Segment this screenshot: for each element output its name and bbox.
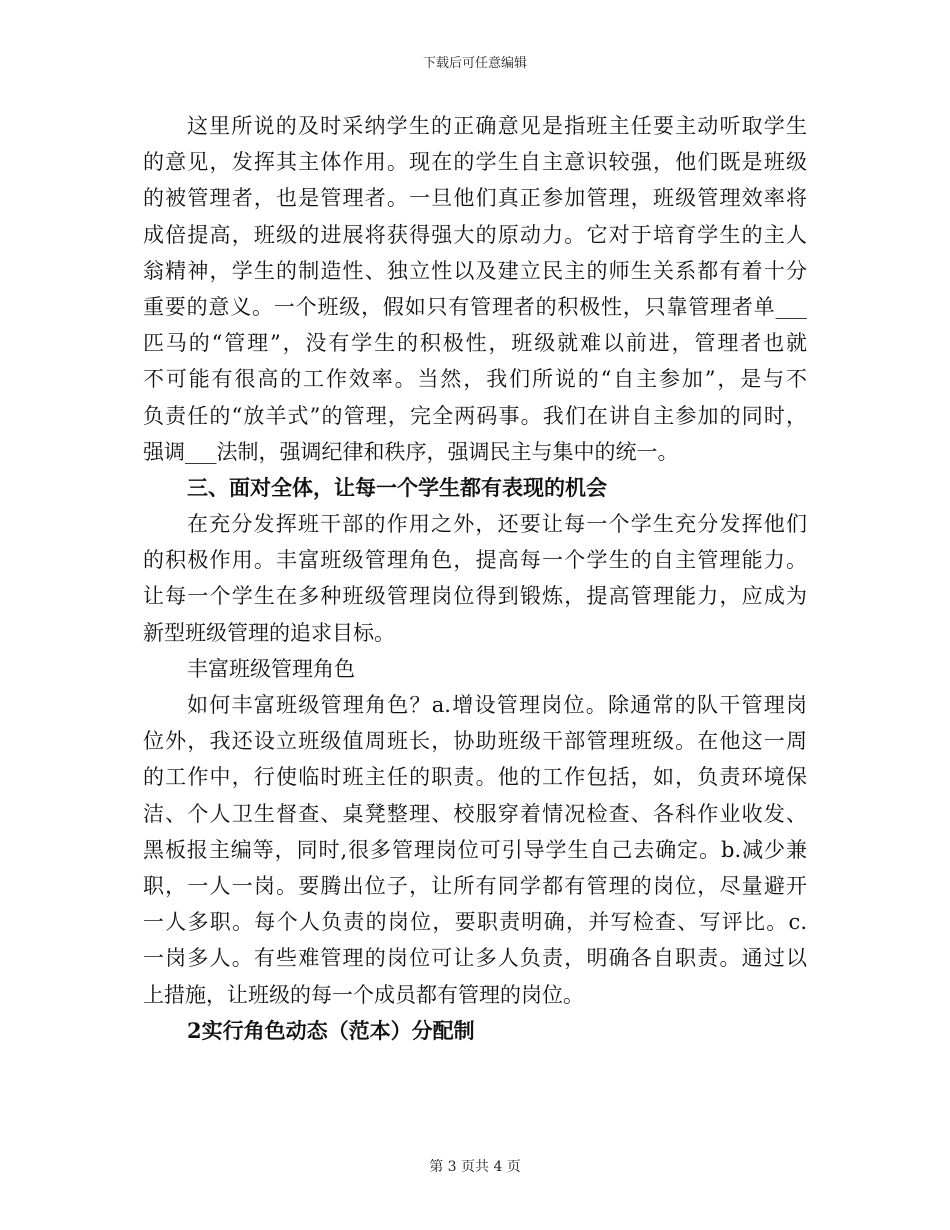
text-line: 的被管理者，也是管理者。一旦他们真正参加管理，班级管理效率将 <box>143 186 807 211</box>
text-line: 位外，我还设立班级值周班长，协助班级干部管理班级。在他这一周 <box>143 729 807 754</box>
text-line: 强调___法制，强调纪律和秩序，强调民主与集中的统一。 <box>143 439 679 464</box>
section-heading: 三、面对全体，让每一个学生都有表现的机会 <box>187 474 607 500</box>
page-footer: 第 3 页共 4 页 <box>429 1159 521 1175</box>
text-line: 一人多职。每个人负责的岗位，要职责明确，并写检查、写评比。c. <box>143 910 807 935</box>
text-line: 让每一个学生在多种班级管理岗位得到锻炼，提高管理能力，应成为 <box>143 584 807 609</box>
page-header: 下载后可任意编辑 <box>422 56 527 71</box>
text-line: 一岗多人。有些难管理的岗位可让多人负责，明确各自职责。通过以 <box>143 946 807 971</box>
text-line: 在充分发挥班干部的作用之外，还要让每一个学生充分发挥他们 <box>187 512 807 537</box>
document-body <box>143 108 807 1049</box>
text-line: 新型班级管理的追求目标。 <box>143 620 395 645</box>
section-heading: 2实行角色动态（范本）分配制 <box>187 1017 475 1043</box>
text-line: 不可能有很高的工作效率。当然，我们所说的“自主参加”，是与不 <box>143 367 807 392</box>
text-line: 如何丰富班级管理角色？a.增设管理岗位。除通常的队干管理岗 <box>187 693 807 717</box>
text-line: 丰富班级管理角色 <box>187 656 355 681</box>
text-line: 的工作中，行使临时班主任的职责。他的工作包括，如，负责环境保 <box>143 765 807 790</box>
text-line: 的意见，发挥其主体作用。现在的学生自主意识较强，他们既是班级 <box>143 150 807 175</box>
text-line: 这里所说的及时采纳学生的正确意见是指班主任要主动听取学生 <box>187 114 807 138</box>
text-line: 匹马的“管理”，没有学生的积极性，班级就难以前进，管理者也就 <box>143 331 807 356</box>
text-line: 的积极作用。丰富班级管理角色，提高每一个学生的自主管理能力。 <box>143 548 807 573</box>
text-line: 翁精神，学生的制造性、独立性以及建立民主的师生关系都有着十分 <box>143 258 807 283</box>
text-line: 负责任的“放羊式”的管理，完全两码事。我们在讲自主参加的同时， <box>143 403 807 428</box>
text-line: 黑板报主编等，同时,很多管理岗位可引导学生自己去确定。b.减少兼 <box>143 837 807 862</box>
text-line: 成倍提高，班级的进展将获得强大的原动力。它对于培育学生的主人 <box>143 222 807 247</box>
text-line: 洁、个人卫生督查、桌凳整理、校服穿着情况检查、各科作业收发、 <box>143 801 807 826</box>
text-line: 重要的意义。一个班级，假如只有管理者的积极性，只靠管理者单___ <box>143 294 807 319</box>
text-line: 职，一人一岗。要腾出位子，让所有同学都有管理的岗位，尽量避开 <box>143 873 807 898</box>
text-line: 上措施，让班级的每一个成员都有管理的岗位。 <box>143 982 584 1007</box>
